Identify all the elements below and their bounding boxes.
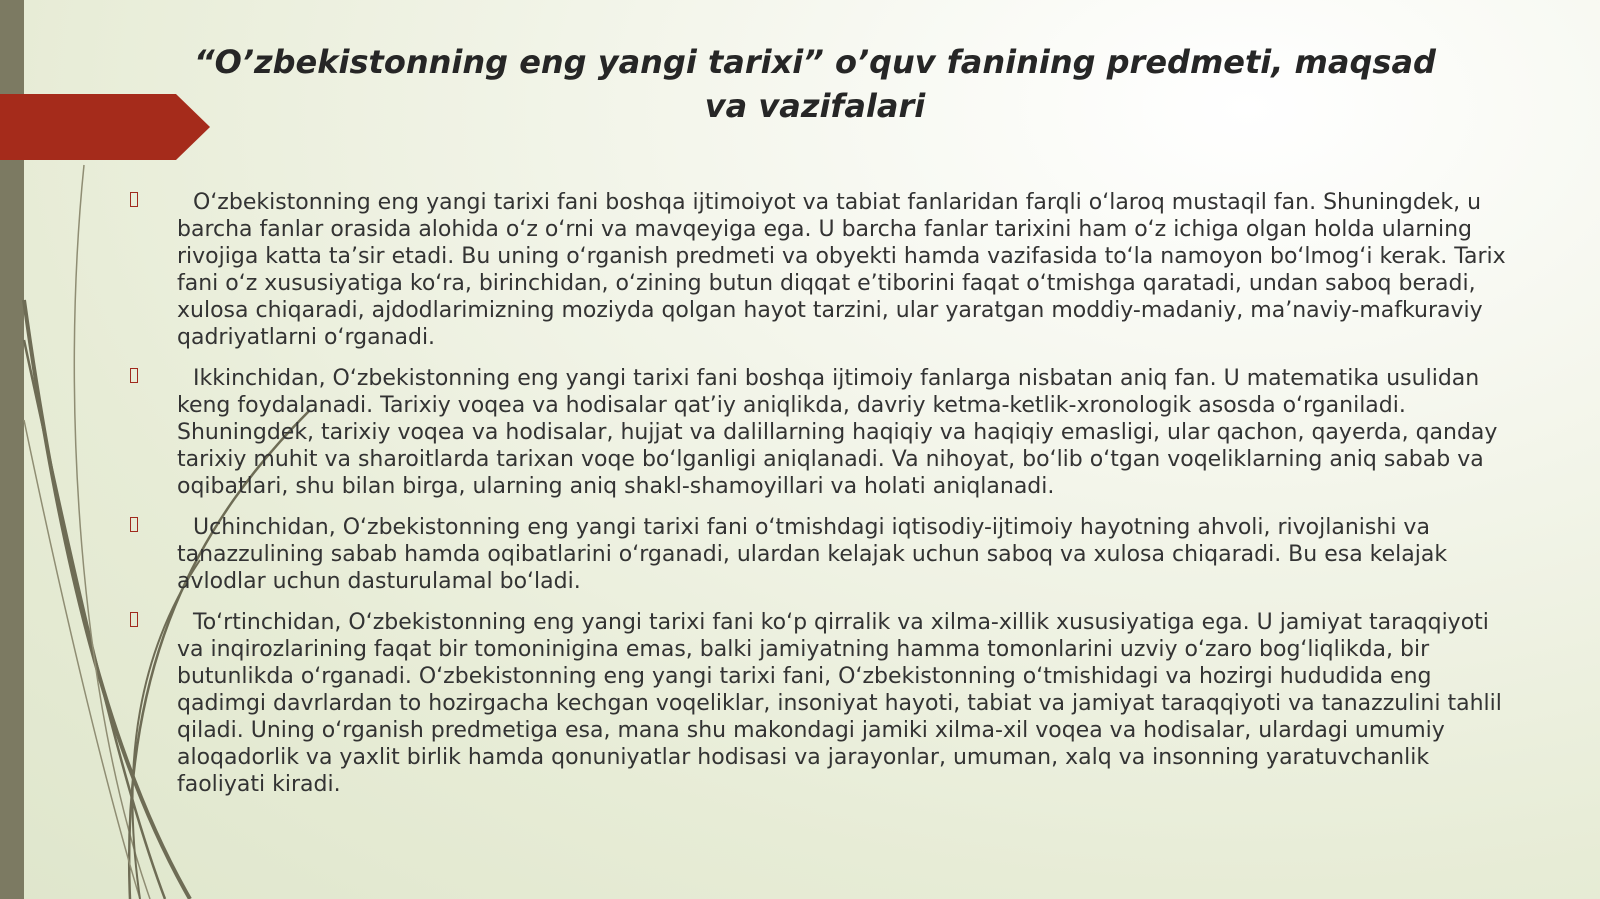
bullet-paragraph-4 — [128, 609, 1508, 798]
paragraph-text: O‘zbekistonning eng yangi tarixi fani boshqa ijtimoiyot va tabiat fanlaridan farqli o‘laroq mustaqil fan. Shuningdek, u barcha fanlar orasida alohida o‘z o‘rni va mavqeyiga ega. U barcha fanlar tarixini ham o‘z ichiga olgan holda ularning rivojiga katta ta’sir etadi. Bu uning o‘rganish predmeti va obyekti hamda vazifasida to‘la namoyon bo‘lmog‘i kerak. Tarix fani o‘z xususiyatiga ko‘ra, birinchidan, o‘zining butun diqqat e’tiborini faqat o‘tmishga qaratadi, undan saboq beradi, xulosa chiqaradi, ajdodlarimizning moziyda qolgan hayot tarzini, ular yaratgan moddiy-madaniy, ma’naviy-mafkuraviy qadriyatlarni o‘rganadi. — [177, 190, 1506, 350]
slide-title: “O’zbekistonning eng yangi tarixi” o’quv fanining predmeti, maqsad va vazifalari — [194, 43, 1436, 125]
bullet-paragraph-2 — [128, 365, 1508, 500]
square-outline-icon — [130, 514, 142, 534]
slide-body — [128, 189, 1508, 812]
bullet-paragraph-1 — [128, 189, 1508, 351]
paragraph-text: Ikkinchidan, O‘zbekistonning eng yangi tarixi fani boshqa ijtimoiy fanlarga nisbatan aniq fan. U matematika usulidan keng foydalanadi. Tarixiy voqea va hodisalar qat’iy aniqlikda, davriy ketma-ketlik-xronologik asosda o‘rganiladi. Shuningdek, tarixiy voqea va hodisalar, hujjat va dalillarning haqiqiy va haqiqiy emasligi, ular qachon, qayerda, qanday tarixiy muhit va sharoitlarda tarixan voqe bo‘lganligi aniqlanadi. Va nihoyat, bo‘lib o‘tgan voqeliklarning aniq sabab va oqibatlari, shu bilan birga, ularning aniq shakl-shamoyillari va holati aniqlanadi. — [177, 366, 1498, 499]
bullet-paragraph-3 — [128, 514, 1508, 595]
square-outline-icon — [130, 189, 142, 209]
square-outline-icon — [130, 365, 142, 385]
paragraph-text: To‘rtinchidan, O‘zbekistonning eng yangi tarixi fani ko‘p qirralik va xilma-xillik xususiyatiga ega. U jamiyat taraqqiyoti va inqirozlarining faqat bir tomoninigina emas, balki jamiyatning hamma tomonlarini uzviy o‘zaro bog‘liqlikda, bir butunlikda o‘rganadi. O‘zbekistonning eng yangi tarixi fani, O‘zbekistonning o‘tmishidagi va hozirgi hududida eng qadimgi davrlardan to hozirgacha kechgan voqeliklar, insoniyat hayoti, tabiat va jamiyat taraqqiyoti va tanazzulini tahlil qiladi. Uning o‘rganish predmetiga esa, mana shu makondagi jamiki xilma-xil voqea va hodisalar, ulardagi umumiy aloqadorlik va yaxlit birlik hamda qonuniyatlar hodisasi va jarayonlar, umuman, xalq va insonning yaratuvchanlik faoliyati kiradi. — [177, 610, 1502, 797]
square-outline-icon — [130, 609, 142, 629]
title-accent-arrow — [0, 94, 210, 160]
paragraph-text: Uchinchidan, O‘zbekistonning eng yangi tarixi fani o‘tmishdagi iqtisodiy-ijtimoiy hayotning ahvoli, rivojlanishi va tanazzulining sabab hamda oqibatlarini o‘rganadi, ulardan kelajak uchun saboq va xulosa chiqaradi. Bu esa kelajak avlodlar uchun dasturulamal bo‘ladi. — [177, 515, 1448, 594]
